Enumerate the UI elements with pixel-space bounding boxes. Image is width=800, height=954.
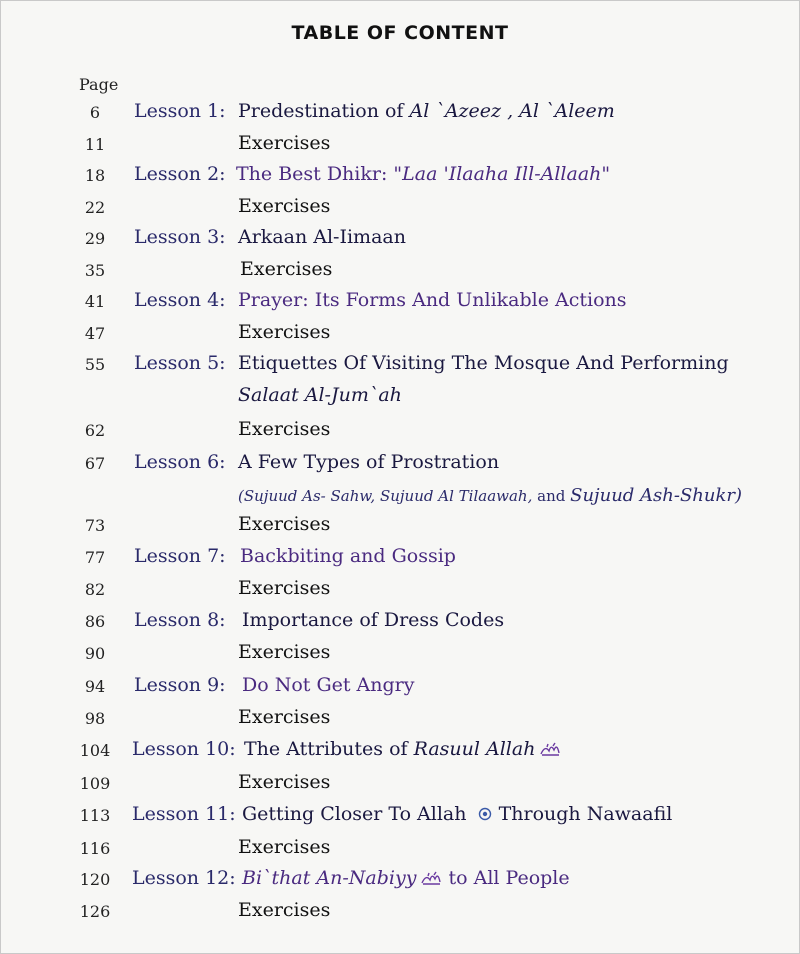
page-number: 41 xyxy=(84,292,106,311)
lesson-label: Lesson 3: xyxy=(134,226,226,248)
lesson-label: Lesson 8: xyxy=(134,609,226,631)
toc-row xyxy=(0,321,800,351)
page-number: 82 xyxy=(84,580,106,599)
salawat-calligraphy-icon xyxy=(420,870,442,886)
toc-row-subtitle xyxy=(0,485,800,515)
toc-row xyxy=(0,513,800,543)
exercises-label: Exercises xyxy=(238,195,331,217)
toc-row xyxy=(0,100,800,130)
page-number: 86 xyxy=(84,612,106,631)
page-number: 90 xyxy=(84,644,106,663)
toc-row xyxy=(0,451,800,481)
salawat-calligraphy-icon xyxy=(539,741,561,757)
toc-title: TABLE OF CONTENT xyxy=(291,22,509,44)
page-number: 6 xyxy=(89,103,101,122)
exercises-label: Exercises xyxy=(238,836,331,858)
toc-row xyxy=(0,803,800,833)
page-number: 98 xyxy=(84,709,106,728)
lesson-title: Backbiting and Gossip xyxy=(240,545,456,567)
lesson-label: Lesson 2: xyxy=(134,163,226,185)
lesson-label: Lesson 5: xyxy=(134,352,226,374)
toc-row xyxy=(0,163,800,193)
toc-row xyxy=(0,738,800,768)
lesson-subtitle: (Sujuud As- Sahw, Sujuud Al Tilaawah, and Sujuud Ash-Shukr) xyxy=(238,485,743,506)
exercises-label: Exercises xyxy=(238,706,331,728)
lesson-label: Lesson 12: xyxy=(132,867,236,889)
exercises-label: Exercises xyxy=(238,132,331,154)
lesson-label: Lesson 1: xyxy=(134,100,226,122)
lesson-title: Bi`that An-Nabiyy to All People xyxy=(242,867,570,889)
lesson-title: The Attributes of Rasuul Allah xyxy=(244,738,561,760)
lesson-title-line2: Salaat Al-Jum`ah xyxy=(238,384,402,406)
page-number: 73 xyxy=(84,516,106,535)
exercises-label: Exercises xyxy=(238,899,331,921)
exercises-label: Exercises xyxy=(238,641,331,663)
page-number: 109 xyxy=(79,774,111,793)
lesson-title: A Few Types of Prostration xyxy=(238,451,500,473)
lesson-label: Lesson 7: xyxy=(134,545,226,567)
page-number: 22 xyxy=(84,198,106,217)
page-number: 116 xyxy=(79,839,111,858)
page-number: 113 xyxy=(79,806,111,825)
page-number: 11 xyxy=(84,135,106,154)
lesson-title: Getting Closer To Allah Through Nawaafil xyxy=(242,803,673,825)
exercises-label: Exercises xyxy=(238,418,331,440)
toc-row xyxy=(0,771,800,801)
exercises-label: Exercises xyxy=(238,513,331,535)
page-number: 94 xyxy=(84,677,106,696)
page-number: 126 xyxy=(79,902,111,921)
toc-row xyxy=(0,352,800,382)
exercises-label: Exercises xyxy=(238,771,331,793)
toc-row xyxy=(0,545,800,575)
page-number: 29 xyxy=(84,229,106,248)
toc-row xyxy=(0,641,800,671)
toc-row xyxy=(0,674,800,704)
lesson-title: Prayer: Its Forms And Unlikable Actions xyxy=(238,289,627,311)
toc-row xyxy=(0,867,800,897)
page-number: 55 xyxy=(84,355,106,374)
exercises-label: Exercises xyxy=(240,258,333,280)
allah-glorification-icon xyxy=(477,806,493,822)
page-number: 120 xyxy=(79,870,111,889)
lesson-label: Lesson 9: xyxy=(134,674,226,696)
lesson-title: The Best Dhikr: "Laa 'Ilaaha Ill-Allaah" xyxy=(236,163,611,185)
lesson-label: Lesson 6: xyxy=(134,451,226,473)
lesson-label: Lesson 4: xyxy=(134,289,226,311)
page-number: 47 xyxy=(84,324,106,343)
toc-row xyxy=(0,195,800,225)
lesson-label: Lesson 10: xyxy=(132,738,236,760)
lesson-title: Arkaan Al-Iimaan xyxy=(238,226,406,248)
lesson-title: Etiquettes Of Visiting The Mosque And Performing xyxy=(238,352,729,374)
lesson-title: Importance of Dress Codes xyxy=(242,609,505,631)
toc-row xyxy=(0,258,800,288)
page-number: 77 xyxy=(84,548,106,567)
page-number: 62 xyxy=(84,421,106,440)
toc-row xyxy=(0,132,800,162)
page-number: 18 xyxy=(84,166,106,185)
toc-row xyxy=(0,899,800,929)
toc-row xyxy=(0,836,800,866)
toc-row xyxy=(0,418,800,448)
toc-row xyxy=(0,226,800,256)
toc-row xyxy=(0,577,800,607)
page-column-header: Page xyxy=(79,75,119,94)
lesson-title: Predestination of Al `Azeez , Al `Aleem xyxy=(238,100,615,122)
page-number: 67 xyxy=(84,454,106,473)
exercises-label: Exercises xyxy=(238,321,331,343)
lesson-title: Do Not Get Angry xyxy=(242,674,415,696)
page-number: 35 xyxy=(84,261,106,280)
toc-row-continuation xyxy=(0,384,800,414)
exercises-label: Exercises xyxy=(238,577,331,599)
toc-row xyxy=(0,609,800,639)
page-number: 104 xyxy=(79,741,111,760)
toc-row xyxy=(0,706,800,736)
toc-row xyxy=(0,289,800,319)
lesson-label: Lesson 11: xyxy=(132,803,236,825)
